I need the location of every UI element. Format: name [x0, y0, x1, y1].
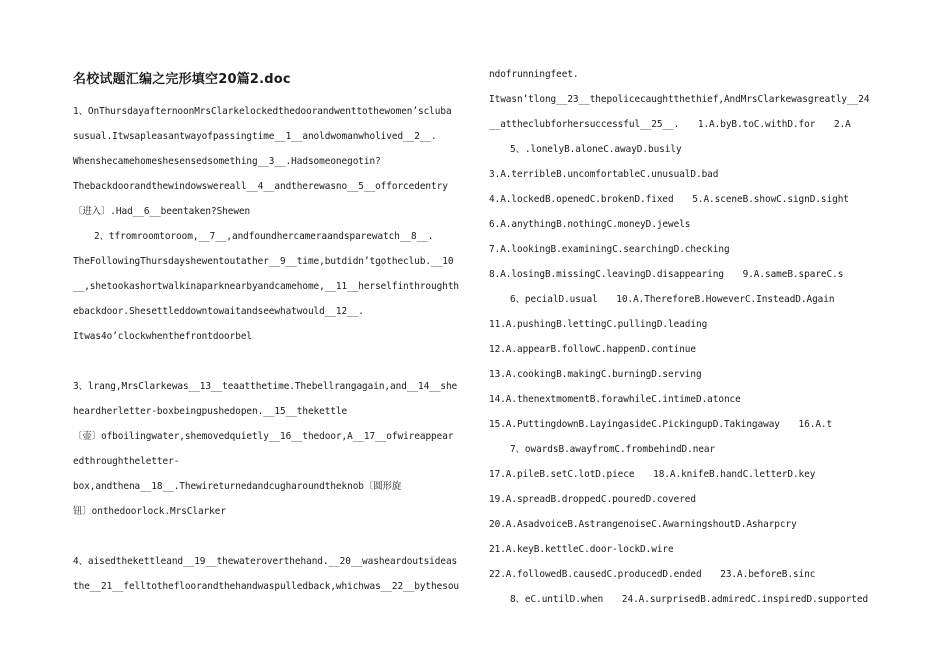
option-line: 7.A.lookingB.examiningC.searchingD.checking [489, 244, 730, 255]
passage-line: 2、tfromroomtoroom,__7__,andfoundhercameraandsparewatch__8__. [94, 231, 434, 242]
option-line: 3.A.terribleB.uncomfortableC.unusualD.bad [489, 169, 719, 180]
option-line: 8、eC.untilD.when 24.A.surprisedB.admiredC.inspiredD.supported [510, 594, 869, 605]
passage-line: 4、aisedthekettleand__19__thewateroverthehand.__20__washeardoutsideas [73, 556, 458, 567]
option-line: 21.A.keyB.kettleC.door-lockD.wire [489, 544, 674, 555]
passage-line: the__21__felltothefloorandthehandwaspulledback,whichwas__22__bythesou [73, 581, 460, 592]
option-line: 11.A.pushingB.lettingC.pullingD.leading [489, 319, 708, 330]
option-line: 8.A.losingB.missingC.leavingD.disappearing 9.A.sameB.spareC.s [489, 269, 844, 280]
passage-line: 3、lrang,MrsClarkewas__13__teaatthetime.Thebellrangagain,and__14__she [73, 381, 458, 392]
option-line: 5、.lonelyB.aloneC.awayD.busily [510, 144, 682, 155]
passage-line: edthroughtheletter- [73, 456, 180, 467]
option-line: 20.A.AsadvoiceB.AstrangenoiseC.AwarningshoutD.Asharpcry [489, 519, 797, 530]
option-line: 14.A.thenextmomentB.forawhileC.intimeD.atonce [489, 394, 741, 405]
option-line: 12.A.appearB.followC.happenD.continue [489, 344, 696, 355]
option-line: 15.A.PuttingdownB.LayingasideC.PickingupD.Takingaway 16.A.t [489, 419, 833, 430]
option-line: 6、pecialD.usual 10.A.ThereforeB.HoweverC.InsteadD.Again [510, 294, 835, 305]
option-line: 6.A.anythingB.nothingC.moneyD.jewels [489, 219, 691, 230]
passage-line: Whenshecamehomeshesensedsomething__3__.Hadsomeonegotin? [73, 156, 381, 167]
passage-line: box,andthena__18__.Thewireturnedandcugharoundtheknob〔圆形旋 [73, 481, 402, 492]
passage-line: ebackdoor.Shesettleddowntowaitandseewhatwould__12__. [73, 306, 364, 317]
passage-line: __attheclubforhersuccessful__25__. 1.A.byB.toC.withD.for 2.A [489, 119, 851, 130]
passage-line: 1、OnThursdayafternoonMrsClarkelockedthedoorandwenttothewomen’scluba [73, 106, 452, 117]
passage-line: heardherletter-boxbeingpushedopen.__15__thekettle [73, 406, 348, 417]
option-line: 7、owardsB.awayfromC.frombehindD.near [510, 444, 716, 455]
passage-line: Thebackdoorandthewindowswereall__4__andtherewasno__5__offorcedentry [73, 181, 448, 192]
option-line: 4.A.lockedB.openedC.brokenD.fixed 5.A.sceneB.showC.signD.sight [489, 194, 849, 205]
option-line: 22.A.followedB.causedC.producedD.ended 23.A.beforeB.sinc [489, 569, 816, 580]
passage-line: 〔壶〕ofboilingwater,shemovedquietly__16__thedoor,A__17__ofwireappear [73, 431, 454, 442]
document-title: 名校试题汇编之完形填空20篇2.doc [73, 72, 291, 87]
passage-line: susual.Itwsapleasantwayofpassingtime__1__anoldwomanwholived__2__. [73, 131, 437, 142]
option-line: 19.A.spreadB.droppedC.pouredD.covered [489, 494, 696, 505]
passage-line: __,shetookashortwalkinaparknearbyandcamehome,__11__herselfinthroughth [73, 281, 460, 292]
passage-line: 钮〕onthedoorlock.MrsClarker [73, 506, 226, 517]
passage-line: Itwas4o’clockwhenthefrontdoorbel [73, 331, 253, 342]
passage-line: ndofrunningfeet. [489, 69, 579, 80]
passage-line: Itwasn’tlong__23__thepolicecaughtthethief,AndMrsClarkewasgreatly__24 [489, 94, 870, 105]
passage-line: TheFollowingThursdayshewentoutather__9__time,butdidn’tgotheclub.__10 [73, 256, 454, 267]
option-line: 13.A.cookingB.makingC.burningD.serving [489, 369, 702, 380]
option-line: 17.A.pileB.setC.lotD.piece 18.A.knifeB.handC.letterD.key [489, 469, 816, 480]
passage-line: 〔进入〕.Had__6__beentaken?Shewen [73, 206, 251, 217]
